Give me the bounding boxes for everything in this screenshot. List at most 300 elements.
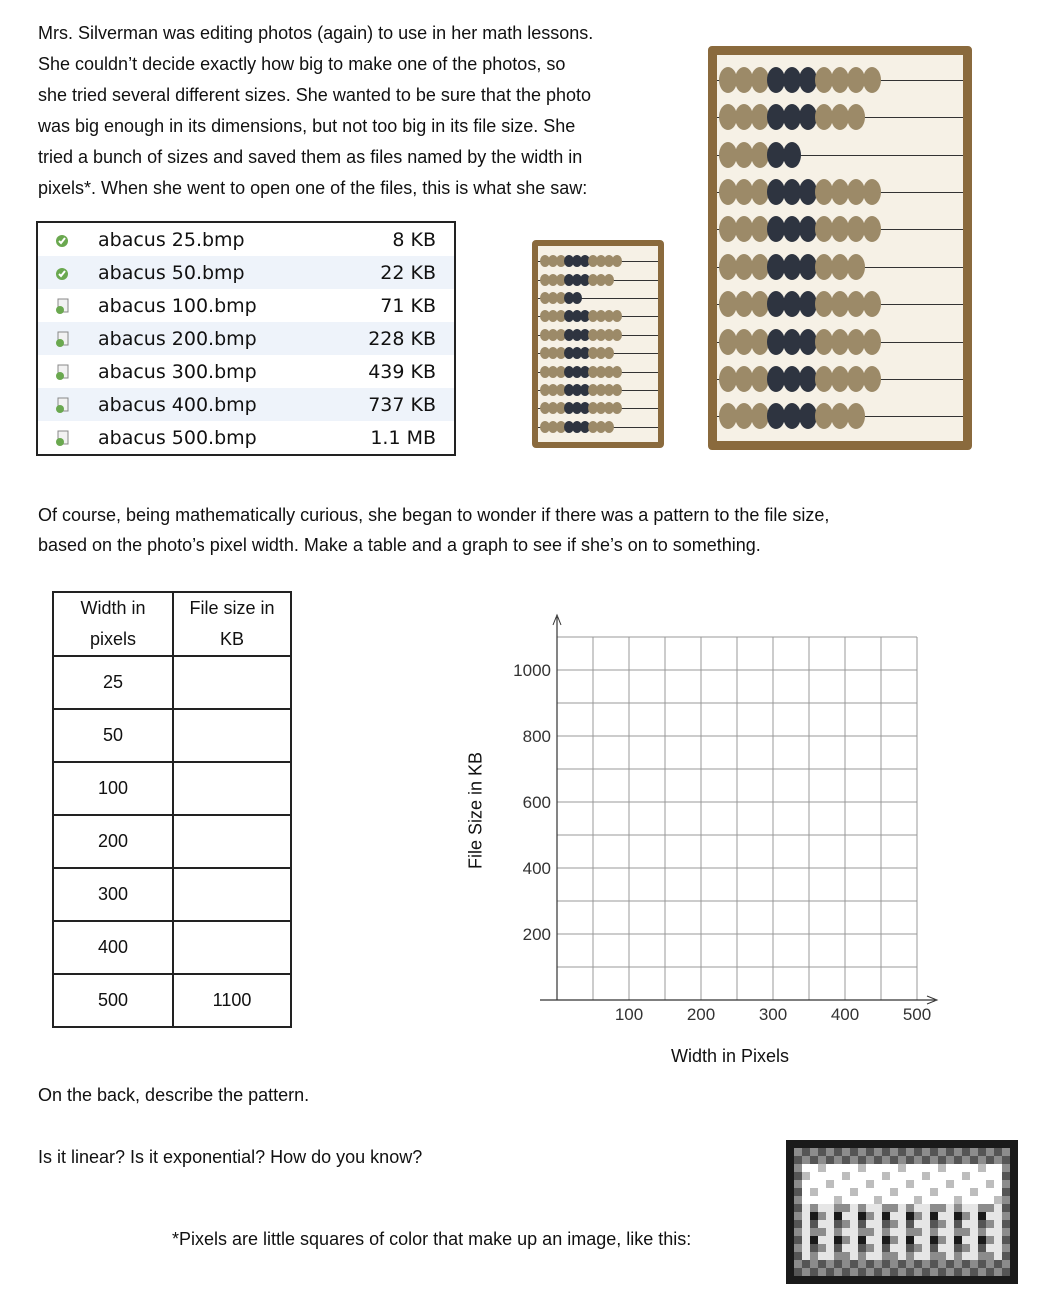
size-cell[interactable] — [173, 815, 291, 868]
pixel — [938, 1172, 946, 1180]
file-size: 228 KB — [368, 328, 436, 350]
pixel — [786, 1268, 794, 1276]
file-name: abacus 300.bmp — [98, 361, 257, 383]
pixel — [986, 1244, 994, 1252]
pixel — [922, 1260, 930, 1268]
pixel — [858, 1252, 866, 1260]
pixel — [986, 1164, 994, 1172]
pixel — [858, 1172, 866, 1180]
pixel — [994, 1220, 1002, 1228]
abacus-bead — [863, 329, 881, 355]
pixel — [1010, 1180, 1018, 1188]
pixel — [810, 1260, 818, 1268]
pixel — [970, 1244, 978, 1252]
pixel — [834, 1188, 842, 1196]
pixel — [866, 1276, 874, 1284]
pixel — [842, 1172, 850, 1180]
pixel — [794, 1244, 802, 1252]
intro-line: tried a bunch of sizes and saved them as files named by the width in — [38, 147, 583, 167]
pixel — [818, 1196, 826, 1204]
pixel — [938, 1268, 946, 1276]
pixel — [986, 1228, 994, 1236]
pixel — [954, 1260, 962, 1268]
pixel — [890, 1268, 898, 1276]
pixel — [786, 1252, 794, 1260]
pixel — [898, 1180, 906, 1188]
pixel — [826, 1180, 834, 1188]
pixel — [890, 1260, 898, 1268]
file-listing — [36, 221, 456, 456]
pixel — [1002, 1180, 1010, 1188]
pixel — [802, 1164, 810, 1172]
pixel — [802, 1244, 810, 1252]
file-row[interactable] — [38, 421, 454, 454]
pixel — [810, 1196, 818, 1204]
pixel — [802, 1268, 810, 1276]
pixel — [826, 1172, 834, 1180]
file-name: abacus 200.bmp — [98, 328, 257, 350]
intro-line: She couldn’t decide exactly how big to make one of the photos, so — [38, 54, 566, 74]
pixel — [906, 1252, 914, 1260]
pixel — [890, 1204, 898, 1212]
pixel — [906, 1204, 914, 1212]
pixel — [994, 1156, 1002, 1164]
pixel — [978, 1260, 986, 1268]
pixel — [930, 1244, 938, 1252]
pixel — [938, 1196, 946, 1204]
pixel — [834, 1268, 842, 1276]
file-row[interactable] — [38, 223, 454, 256]
pixel — [930, 1268, 938, 1276]
pixel — [810, 1140, 818, 1148]
pixel — [890, 1140, 898, 1148]
pixel — [978, 1204, 986, 1212]
pixel — [986, 1276, 994, 1284]
pixel — [834, 1204, 842, 1212]
y-tick-label: 800 — [522, 727, 551, 746]
abacus-bead — [863, 67, 881, 93]
pixel — [834, 1212, 842, 1220]
pixel — [882, 1164, 890, 1172]
pixel — [850, 1156, 858, 1164]
pixel — [994, 1212, 1002, 1220]
pixel — [850, 1164, 858, 1172]
file-row[interactable] — [38, 388, 454, 421]
pixel — [930, 1220, 938, 1228]
pixel — [986, 1260, 994, 1268]
file-size: 22 KB — [380, 262, 436, 284]
pixel — [890, 1148, 898, 1156]
pixel — [834, 1148, 842, 1156]
pixel — [914, 1180, 922, 1188]
pixel — [874, 1220, 882, 1228]
pixel — [1002, 1204, 1010, 1212]
pixel — [786, 1276, 794, 1284]
pixel — [818, 1204, 826, 1212]
abacus-bead — [612, 310, 622, 322]
pixel — [890, 1252, 898, 1260]
pixel — [818, 1228, 826, 1236]
pixel — [962, 1204, 970, 1212]
pixel — [850, 1212, 858, 1220]
x-tick-labels — [615, 1005, 931, 1024]
pixel — [954, 1188, 962, 1196]
pixel — [802, 1148, 810, 1156]
pixel — [802, 1236, 810, 1244]
table-header-row — [53, 592, 291, 656]
pixel — [874, 1140, 882, 1148]
pixel — [898, 1204, 906, 1212]
table-header-size: File size in KB — [173, 592, 291, 656]
pixel — [882, 1276, 890, 1284]
intro-paragraph — [38, 18, 678, 204]
pixel — [850, 1268, 858, 1276]
size-cell[interactable] — [173, 921, 291, 974]
pixel — [786, 1164, 794, 1172]
pixel — [794, 1268, 802, 1276]
pixel — [842, 1140, 850, 1148]
pixel — [930, 1164, 938, 1172]
x-tick-label: 300 — [758, 1005, 788, 1024]
pixel — [866, 1212, 874, 1220]
pixel — [794, 1172, 802, 1180]
pixel — [978, 1252, 986, 1260]
pixel — [946, 1188, 954, 1196]
pixel — [858, 1244, 866, 1252]
pixel — [794, 1220, 802, 1228]
pixel — [994, 1276, 1002, 1284]
size-cell[interactable] — [173, 709, 291, 762]
pixel — [962, 1228, 970, 1236]
pixel — [866, 1140, 874, 1148]
pixel — [850, 1252, 858, 1260]
pixel — [874, 1228, 882, 1236]
pixel — [954, 1220, 962, 1228]
pixel — [858, 1180, 866, 1188]
pixel — [882, 1156, 890, 1164]
pixel — [802, 1196, 810, 1204]
pixel — [826, 1268, 834, 1276]
pixel — [954, 1196, 962, 1204]
pixelated-abacus-image — [786, 1138, 1018, 1286]
pixel — [954, 1252, 962, 1260]
file-size: 737 KB — [368, 394, 436, 416]
pixel — [1002, 1260, 1010, 1268]
pixel — [994, 1164, 1002, 1172]
pixel — [962, 1180, 970, 1188]
pixel — [818, 1244, 826, 1252]
pixel — [842, 1196, 850, 1204]
pixel — [866, 1164, 874, 1172]
pixel — [986, 1188, 994, 1196]
pixel — [898, 1188, 906, 1196]
pixel — [1010, 1244, 1018, 1252]
x-tick-label: 100 — [614, 1005, 644, 1024]
pixel — [938, 1164, 946, 1172]
pixel — [842, 1156, 850, 1164]
pixel — [898, 1156, 906, 1164]
pixel — [938, 1156, 946, 1164]
pixel — [818, 1236, 826, 1244]
pixel — [826, 1196, 834, 1204]
pixel — [786, 1228, 794, 1236]
pixel — [850, 1260, 858, 1268]
pixel — [946, 1244, 954, 1252]
pixel — [818, 1156, 826, 1164]
pixel — [842, 1220, 850, 1228]
pixel — [818, 1188, 826, 1196]
pixel — [858, 1156, 866, 1164]
pixel — [810, 1164, 818, 1172]
pixel — [954, 1268, 962, 1276]
pixel — [794, 1204, 802, 1212]
pixel — [826, 1188, 834, 1196]
pixel — [930, 1148, 938, 1156]
pixel — [1002, 1244, 1010, 1252]
pixel — [818, 1140, 826, 1148]
pixel — [842, 1276, 850, 1284]
pixel — [794, 1180, 802, 1188]
pixel — [914, 1212, 922, 1220]
pixel — [898, 1276, 906, 1284]
pixel — [938, 1204, 946, 1212]
pixel — [874, 1260, 882, 1268]
pixel — [874, 1212, 882, 1220]
pixel — [938, 1148, 946, 1156]
y-tick-labels — [513, 661, 551, 944]
blank-graph-grid[interactable] — [495, 605, 945, 1035]
pixel — [858, 1236, 866, 1244]
pixel — [866, 1172, 874, 1180]
pixel — [826, 1228, 834, 1236]
bmp-file-icon — [54, 397, 70, 413]
file-row[interactable] — [38, 256, 454, 289]
pixel — [898, 1244, 906, 1252]
pixel — [1002, 1148, 1010, 1156]
abacus-bead — [863, 366, 881, 392]
pixel — [882, 1260, 890, 1268]
pixel — [914, 1252, 922, 1260]
pixel — [842, 1260, 850, 1268]
pixel — [994, 1188, 1002, 1196]
pixel — [930, 1188, 938, 1196]
pixel — [1002, 1140, 1010, 1148]
pixel — [866, 1188, 874, 1196]
pixel — [978, 1172, 986, 1180]
pixel — [842, 1188, 850, 1196]
file-name: abacus 25.bmp — [98, 229, 245, 251]
pixel — [970, 1212, 978, 1220]
pixel — [874, 1196, 882, 1204]
pixel — [818, 1212, 826, 1220]
pixel — [946, 1228, 954, 1236]
pixel — [962, 1140, 970, 1148]
width-cell: 100 — [53, 762, 173, 815]
pixel — [970, 1140, 978, 1148]
pixel — [874, 1204, 882, 1212]
file-row[interactable] — [38, 355, 454, 388]
pixel — [978, 1196, 986, 1204]
pixel — [994, 1196, 1002, 1204]
pixel — [946, 1220, 954, 1228]
width-cell: 50 — [53, 709, 173, 762]
pixel — [842, 1180, 850, 1188]
pixel — [962, 1268, 970, 1276]
pixel — [1002, 1212, 1010, 1220]
pixel — [930, 1140, 938, 1148]
pixel — [906, 1236, 914, 1244]
pixel — [978, 1148, 986, 1156]
pixel — [786, 1244, 794, 1252]
pixel — [794, 1164, 802, 1172]
pixel — [802, 1276, 810, 1284]
pixel — [914, 1220, 922, 1228]
file-row[interactable] — [38, 322, 454, 355]
pixel — [970, 1188, 978, 1196]
pixel — [890, 1228, 898, 1236]
pixel — [954, 1244, 962, 1252]
pixel — [930, 1196, 938, 1204]
pixel — [914, 1148, 922, 1156]
pixel — [842, 1164, 850, 1172]
abacus-bead — [783, 142, 801, 168]
abacus-bead — [604, 347, 614, 359]
y-tick-label: 600 — [522, 793, 551, 812]
pixel — [882, 1196, 890, 1204]
file-name: abacus 100.bmp — [98, 295, 257, 317]
file-row[interactable] — [38, 289, 454, 322]
pixel — [906, 1228, 914, 1236]
pixel — [938, 1236, 946, 1244]
pixel — [1010, 1204, 1018, 1212]
pixel — [906, 1212, 914, 1220]
pixel — [922, 1188, 930, 1196]
pixel — [954, 1276, 962, 1284]
pixel — [962, 1172, 970, 1180]
pixel — [882, 1204, 890, 1212]
pixel — [946, 1148, 954, 1156]
size-cell[interactable]: 1100 — [173, 974, 291, 1027]
pixel — [922, 1268, 930, 1276]
abacus-bead — [612, 255, 622, 267]
pixel — [914, 1172, 922, 1180]
pixel — [906, 1276, 914, 1284]
pixel — [994, 1236, 1002, 1244]
pixel — [1002, 1156, 1010, 1164]
pixel — [850, 1220, 858, 1228]
y-tick-label: 400 — [522, 859, 551, 878]
pixel — [866, 1148, 874, 1156]
pixel — [994, 1180, 1002, 1188]
pixel — [858, 1148, 866, 1156]
pixel — [946, 1236, 954, 1244]
pixel — [978, 1228, 986, 1236]
pixel — [842, 1268, 850, 1276]
pixel — [834, 1164, 842, 1172]
pixel — [922, 1204, 930, 1212]
pixel — [794, 1228, 802, 1236]
pixel — [986, 1252, 994, 1260]
size-cell[interactable] — [173, 762, 291, 815]
pixel — [858, 1204, 866, 1212]
pixel — [866, 1252, 874, 1260]
pixel — [978, 1268, 986, 1276]
pixel — [986, 1212, 994, 1220]
pixel — [882, 1268, 890, 1276]
file-size: 1.1 MB — [370, 427, 436, 449]
pixel — [914, 1244, 922, 1252]
pixel — [898, 1228, 906, 1236]
pixel — [834, 1260, 842, 1268]
width-cell: 400 — [53, 921, 173, 974]
pixel — [850, 1228, 858, 1236]
pixel — [1010, 1196, 1018, 1204]
pixel — [874, 1276, 882, 1284]
pixel — [914, 1164, 922, 1172]
pixel — [1002, 1164, 1010, 1172]
pixel — [962, 1188, 970, 1196]
pixel — [818, 1268, 826, 1276]
pixel — [898, 1220, 906, 1228]
pixel — [978, 1276, 986, 1284]
pixel — [906, 1156, 914, 1164]
pixel — [946, 1180, 954, 1188]
pixel — [970, 1252, 978, 1260]
pixel — [938, 1140, 946, 1148]
bmp-file-icon — [54, 331, 70, 347]
pixel — [962, 1276, 970, 1284]
question-text — [38, 500, 998, 560]
pixel — [1010, 1212, 1018, 1220]
abacus-bead — [863, 291, 881, 317]
pixel — [794, 1148, 802, 1156]
pixel — [946, 1140, 954, 1148]
pixel — [842, 1204, 850, 1212]
pixel — [794, 1260, 802, 1268]
file-size: 71 KB — [380, 295, 436, 317]
pixel — [866, 1268, 874, 1276]
pixel — [810, 1188, 818, 1196]
abacus-bead — [604, 421, 614, 433]
pixel — [922, 1236, 930, 1244]
pixel — [970, 1172, 978, 1180]
pixel — [946, 1164, 954, 1172]
width-cell: 200 — [53, 815, 173, 868]
pixel — [906, 1260, 914, 1268]
question-line: Of course, being mathematically curious, she began to wonder if there was a pattern to the file size, — [38, 505, 830, 525]
pixel — [930, 1204, 938, 1212]
size-cell[interactable] — [173, 868, 291, 921]
pixel — [922, 1140, 930, 1148]
pixel — [970, 1204, 978, 1212]
pixel — [930, 1260, 938, 1268]
pixel — [994, 1260, 1002, 1268]
intro-line: Mrs. Silverman was editing photos (again) to use in her math lessons. — [38, 23, 594, 43]
pixel — [1010, 1156, 1018, 1164]
pixel — [1002, 1188, 1010, 1196]
pixel — [850, 1180, 858, 1188]
x-tick-label: 200 — [686, 1005, 716, 1024]
pixel — [906, 1268, 914, 1276]
pixel — [1010, 1148, 1018, 1156]
pixel — [970, 1236, 978, 1244]
pixel — [962, 1212, 970, 1220]
pixel — [858, 1164, 866, 1172]
size-cell[interactable] — [173, 656, 291, 709]
pixel — [866, 1228, 874, 1236]
bmp-file-icon — [54, 232, 70, 248]
pixel — [978, 1140, 986, 1148]
